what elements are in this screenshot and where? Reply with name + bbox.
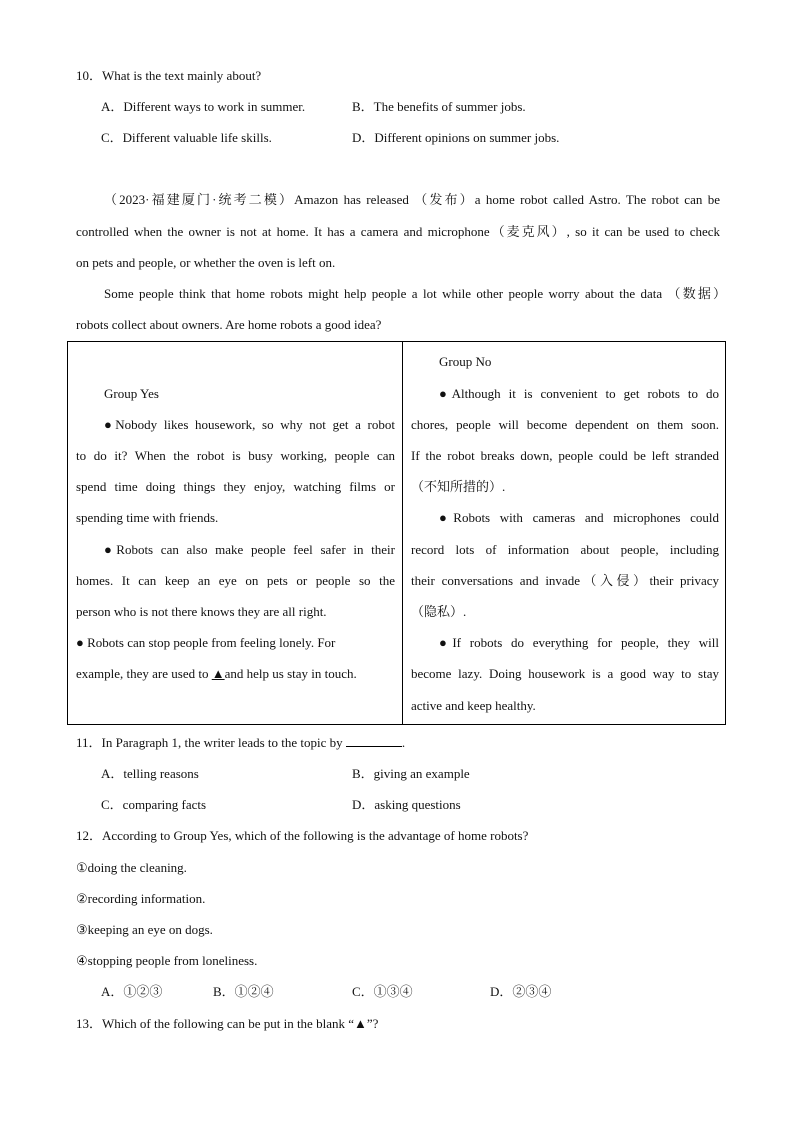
q12-option-a: A．①②③: [101, 984, 163, 999]
q10-stem: 10．What is the text mainly about?: [76, 68, 262, 83]
q12-stem: 12．According to Group Yes, which of the following is the advantage of home robots?: [76, 828, 529, 843]
group-yes-line: homes. It can keep an eye on pets or people so the: [76, 573, 395, 588]
passage-p2-line2: robots collect about owners. Are home robots a good idea?: [76, 317, 382, 332]
q10-option-c: C．Different valuable life skills.: [101, 130, 272, 145]
group-yes-line: spend time doing things they enjoy, watching films or: [76, 479, 395, 494]
passage-p1-line2: controlled when the owner is not at home. It has a camera and microphone（麦克风）, so it can be used to check: [76, 224, 720, 239]
q11-option-c: C．comparing facts: [101, 797, 207, 812]
q12-item-2: ②recording information.: [76, 891, 206, 906]
passage-p1-line3: on pets and people, or whether the oven is left on.: [76, 255, 336, 270]
q11-stem: [76, 735, 405, 751]
group-yes-last-text: example, they are used to: [76, 666, 212, 681]
q10-option-d: D．Different opinions on summer jobs.: [352, 130, 560, 145]
group-yes-heading: Group Yes: [104, 386, 159, 401]
group-no-line: their conversations and invade（入侵）their privacy: [411, 573, 719, 588]
q13-stem: 13．Which of the following can be put in the blank “▲”?: [76, 1016, 379, 1031]
group-yes-line: ● Robots can stop people from feeling lonely. For: [76, 635, 336, 650]
q10-option-b: B．The benefits of summer jobs.: [352, 99, 526, 114]
group-yes-last-text-after: and help us stay in touch.: [224, 666, 357, 681]
group-no-line: chores, people will become dependent on them soon.: [411, 417, 719, 432]
q11-option-a: A．telling reasons: [101, 766, 199, 781]
group-no-line: active and keep healthy.: [411, 698, 536, 713]
table-divider: [402, 341, 403, 725]
passage-p2-line1: Some people think that home robots might help people a lot while other people worry about the data （数据）: [104, 286, 726, 301]
q10-option-a: A．Different ways to work in summer.: [101, 99, 306, 114]
group-no-line: ●Robots with cameras and microphones could: [439, 510, 719, 525]
group-no-line: If the robot breaks down, people could be left stranded: [411, 448, 719, 463]
group-no-line: ●Although it is convenient to get robots to do: [439, 386, 719, 401]
group-no-heading: Group No: [439, 354, 492, 369]
q11-stem-text: 11．In Paragraph 1, the writer leads to the topic by: [76, 735, 346, 750]
group-yes-line: to do it? When the robot is busy working, people can: [76, 448, 395, 463]
q11-option-d: D．asking questions: [352, 797, 461, 812]
group-no-line: ●If robots do everything for people, they will: [439, 635, 719, 650]
group-yes-line: ●Robots can also make people feel safer in their: [104, 542, 395, 557]
group-yes-last-line: [76, 666, 395, 682]
group-yes-line: spending time with friends.: [76, 510, 219, 525]
q12-option-c: C．①③④: [352, 984, 413, 999]
q11-answer-blank[interactable]: [346, 735, 402, 747]
answer-blank-marker: ▲: [211, 666, 225, 681]
passage-p1-line1: （2023·福建厦门·统考二模）Amazon has released （发布）a home robot called Astro. The robot can be: [104, 192, 720, 207]
q12-option-b: B．①②④: [213, 984, 274, 999]
group-no-line: （不知所措的）.: [411, 479, 506, 494]
group-yes-line: person who is not there knows they are all right.: [76, 604, 327, 619]
group-no-line: （隐私）.: [411, 604, 467, 619]
group-yes-line: ●Nobody likes housework, so why not get a robot: [104, 417, 395, 432]
q12-item-1: ①doing the cleaning.: [76, 860, 187, 875]
q12-item-3: ③keeping an eye on dogs.: [76, 922, 213, 937]
group-no-line: record lots of information about people, including: [411, 542, 719, 557]
q12-item-4: ④stopping people from loneliness.: [76, 953, 258, 968]
group-no-line: become lazy. Doing housework is a good way to stay: [411, 666, 719, 681]
q11-option-b: B．giving an example: [352, 766, 470, 781]
q11-stem-end: .: [401, 735, 406, 750]
q12-option-d: D．②③④: [490, 984, 552, 999]
